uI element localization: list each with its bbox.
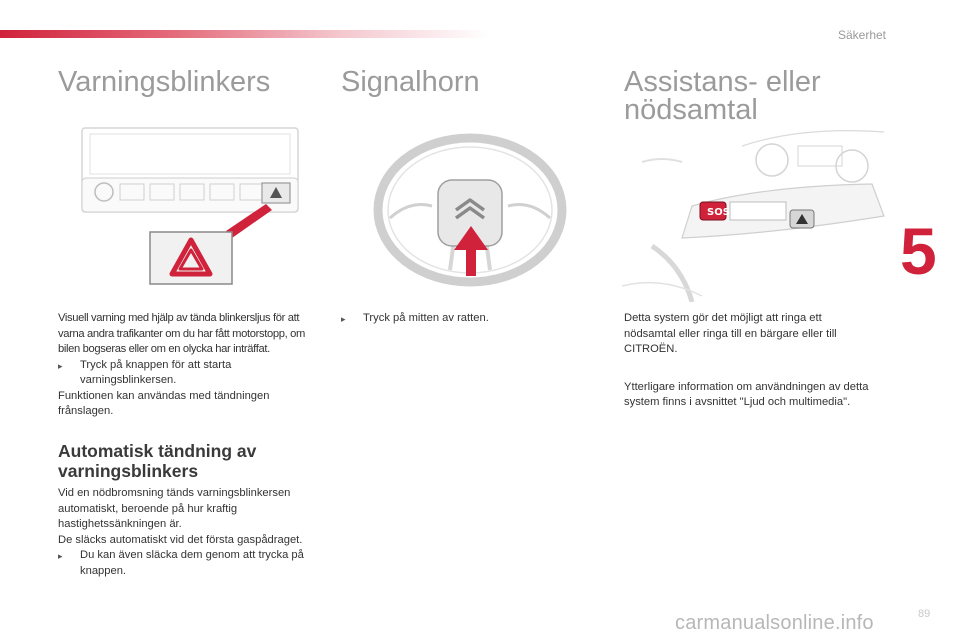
svg-text:SOS: SOS [707, 207, 730, 218]
section-label: Säkerhet [837, 28, 886, 42]
col2-text-block [341, 311, 591, 328]
page-number: 89 [918, 608, 931, 620]
bullet-item [58, 548, 320, 579]
hazard-button-illustration [76, 126, 306, 288]
steering-wheel-illustration [370, 130, 570, 290]
emergency-call-illustration [622, 126, 886, 302]
chapter-number: 5 [900, 214, 937, 288]
col3-text-block [624, 311, 869, 411]
col1-text-block [58, 311, 320, 420]
title-assistans-line2: nödsamtal [624, 94, 758, 126]
bullet-arrow-icon: ▸ [58, 551, 63, 561]
bullet-text: Du kan även släcka dem genom att trycka på knappen. [80, 549, 304, 577]
bullet-text: Tryck på mitten av ratten. [363, 312, 489, 324]
bullet-arrow-icon: ▸ [341, 314, 346, 324]
bullet-text: Tryck på knappen för att starta varningsblinkersen. [80, 358, 232, 386]
title-assistans-line1: Assistans- eller [624, 66, 821, 98]
intro-text: Visuell varning med hjälp av tända blinkersljus för att varna andra trafikanter om du har fått motorstopp, om bilen bogseras eller om en olycka har inträffat. [58, 312, 305, 355]
col1-auto-block [58, 486, 320, 579]
bullet-arrow-icon: ▸ [58, 360, 63, 371]
note-text: Funktionen kan användas med tändningen frånslagen. [58, 389, 270, 417]
bullet-item [341, 311, 591, 328]
footer-watermark: carmanualsonline.info [675, 612, 874, 634]
info-text: Ytterligare information om användningen av detta system finns i avsnittet "Ljud och multimedia". [624, 380, 869, 408]
title-signalhorn: Signalhorn [341, 66, 480, 98]
auto-text-2: De släcks automatiskt vid det första gaspådraget. [58, 533, 303, 546]
top-accent-bar [0, 30, 490, 38]
subtitle-automatisk: Automatisk tändning av varningsblinkers [58, 441, 257, 481]
title-varningsblinkers: Varningsblinkers [58, 66, 271, 98]
auto-text-1: Vid en nödbromsning tänds varningsblinkersen automatiskt, beroende på hur kraftig hastighetssänkningen är. [58, 487, 291, 530]
bullet-item [58, 358, 320, 389]
emergency-text: Detta system gör det möjligt att ringa ett nödsamtal eller ringa till en bärgare eller till CITROËN. [624, 312, 837, 355]
